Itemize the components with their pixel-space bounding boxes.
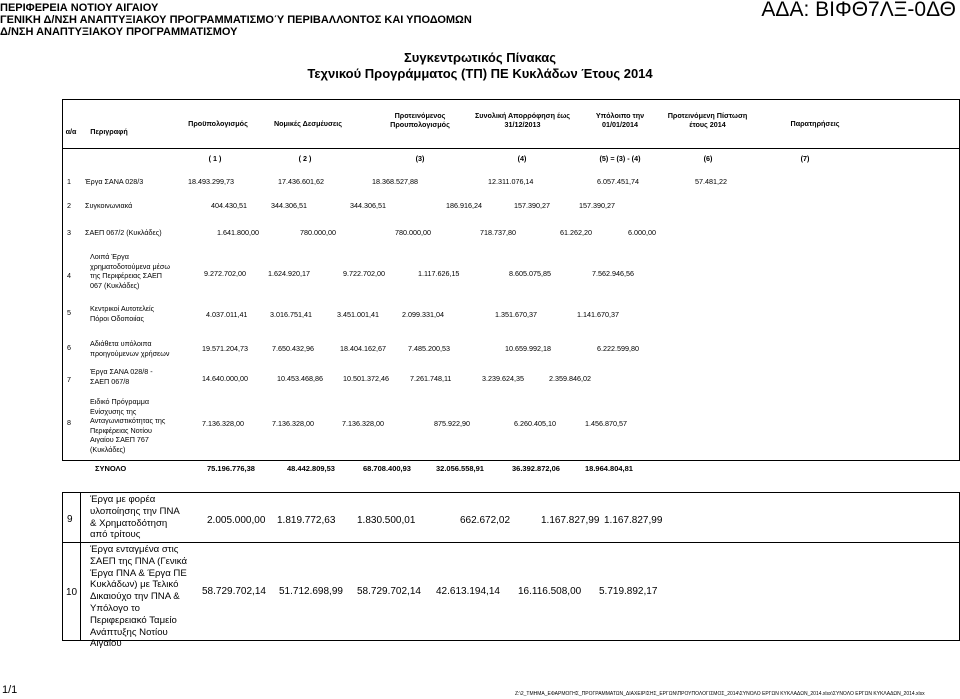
secondary-table-row-divider (62, 492, 960, 543)
row-3-proposed: 780.000,00 (395, 228, 431, 237)
row-4-absorption: 1.117.626,15 (418, 269, 460, 278)
row-9-remaining: 1.167.827,99 (541, 515, 600, 526)
row-10-absorption: 42.613.194,14 (436, 586, 500, 597)
row-3-remaining: 61.262,20 (560, 228, 592, 237)
org-line-1: ΠΕΡΙΦΕΡΕΙΑ ΝΟΤΙΟΥ ΑΙΓΑΙΟΥ (0, 2, 159, 14)
row-5-budget: 4.037.011,41 (206, 310, 248, 319)
org-line-3: Δ/ΝΣΗ ΑΝΑΠΤΥΞΙΑΚΟΥ ΠΡΟΓΡΑΜΜΑΤΙΣΜΟΥ (0, 26, 238, 38)
col-num-4: (4) (517, 154, 527, 163)
row-9-budget: 2.005.000,00 (207, 515, 266, 526)
row-2-remaining: 157.390,27 (514, 201, 550, 210)
col-num-6: (6) (703, 154, 713, 163)
row-10-description: Έργα ενταγμένα στις ΣΑΕΠ της ΠΝΑ (Γενικά Έργα ΠΝΑ & Έργα ΠΕ Κυκλάδων) με Τελικό Δικαιούχο την ΠΝΑ & Υπόλογο το Περιφερειακό Ταμείο Ανάπτυξης Νοτίου Αιγαίου (90, 544, 188, 650)
row-9-commitments: 1.819.772,63 (277, 515, 336, 526)
row-4-budget: 9.272.702,00 (204, 269, 246, 278)
total-absorption: 32.056.558,91 (436, 464, 484, 473)
row-1-budget: 18.493.299,73 (188, 177, 234, 186)
total-proposed: 68.708.400,93 (363, 464, 411, 473)
col-num-2: ( 2 ) (298, 154, 312, 163)
col-header-commitments: Νομικές Δεσμέυσεις (273, 119, 343, 128)
row-7-budget: 14.640.000,00 (202, 374, 248, 383)
row-3-absorption: 718.737,80 (480, 228, 516, 237)
total-label: ΣΥΝΟΛΟ (95, 464, 127, 473)
row-8-description: Ειδικό Πρόγραμμα Ενίσχυσης της Ανταγωνιστικότητας της Περιφέρειας Νοτίου Αιγαίου ΣΑΕΠ 767 (Κυκλάδες) (90, 397, 166, 454)
row-1-description: Έργα ΣΑΝΑ 028/3 (85, 177, 144, 186)
row-7-credit: 2.359.846,02 (549, 374, 591, 383)
row-3-number: 3 (67, 228, 71, 237)
row-4-commitments: 1.624.920,17 (268, 269, 310, 278)
row-7-description: Έργα ΣΑΝΑ 028/8 - ΣΑΕΠ 067/8 (90, 367, 153, 386)
row-7-remaining: 3.239.624,35 (482, 374, 524, 383)
row-1-commitments: 17.436.601,62 (278, 177, 324, 186)
row-6-credit: 6.222.599,80 (597, 344, 639, 353)
col-num-3: (3) (415, 154, 425, 163)
row-7-absorption: 7.261.748,11 (410, 374, 452, 383)
total-budget: 75.196.776,38 (207, 464, 255, 473)
row-8-remaining: 6.260.405,10 (514, 419, 556, 428)
row-4-remaining: 8.605.075,85 (509, 269, 551, 278)
row-2-absorption: 186.916,24 (446, 201, 482, 210)
row-6-budget: 19.571.204,73 (202, 344, 248, 353)
row-4-proposed: 9.722.702,00 (343, 269, 385, 278)
row-8-commitments: 7.136.328,00 (272, 419, 314, 428)
col-header-description: Περιγραφή (90, 127, 128, 136)
row-1-proposed: 18.368.527,88 (372, 177, 418, 186)
ada-code: ΑΔΑ: ΒΙΦΘ7ΛΞ-0ΔΘ (761, 0, 956, 21)
row-5-number: 5 (67, 308, 71, 317)
row-2-commitments: 344.306,51 (271, 201, 307, 210)
row-2-credit: 157.390,27 (579, 201, 615, 210)
row-2-description: Συγκοινωνιακά (85, 201, 133, 210)
row-9-number: 9 (67, 514, 73, 525)
row-10-budget: 58.729.702,14 (202, 586, 266, 597)
row-6-proposed: 18.404.162,67 (340, 344, 386, 353)
col-header-aa: α/α (65, 127, 77, 136)
row-6-description: Αδιάθετα υπόλοιπα προηγούμενων χρήσεων (90, 339, 170, 358)
row-8-proposed: 7.136.328,00 (342, 419, 384, 428)
row-6-remaining: 10.659.992,18 (505, 344, 551, 353)
page-number: 1/1 (2, 684, 18, 696)
col-header-proposed-budget: Προτεινόμενος Προυπολογισμός (390, 111, 450, 129)
row-6-absorption: 7.485.200,53 (408, 344, 450, 353)
row-3-credit: 6.000,00 (628, 228, 656, 237)
row-3-commitments: 780.000,00 (300, 228, 336, 237)
row-5-commitments: 3.016.751,41 (270, 310, 312, 319)
row-6-number: 6 (67, 343, 71, 352)
row-5-remaining: 1.351.670,37 (495, 310, 537, 319)
row-4-credit: 7.562.946,56 (592, 269, 634, 278)
row-9-proposed: 1.830.500,01 (357, 515, 416, 526)
col-num-5: (5) = (3) - (4) (599, 154, 641, 163)
col-num-7: (7) (800, 154, 810, 163)
row-10-remaining: 16.116.508,00 (518, 586, 582, 597)
row-8-credit: 1.456.870,57 (585, 419, 627, 428)
row-10-number: 10 (66, 587, 78, 598)
col-header-remarks: Παρατηρήσεις (790, 119, 840, 128)
row-8-number: 8 (67, 418, 71, 427)
row-1-absorption: 12.311.076,14 (488, 177, 534, 186)
row-9-absorption: 662.672,02 (460, 515, 511, 526)
row-7-number: 7 (67, 375, 71, 384)
row-6-commitments: 7.650.432,96 (272, 344, 314, 353)
row-8-budget: 7.136.328,00 (202, 419, 244, 428)
row-10-commitments: 51.712.698,99 (279, 586, 343, 597)
row-3-description: ΣΑΕΠ 067/2 (Κυκλάδες) (85, 228, 162, 237)
row-7-proposed: 10.501.372,46 (343, 374, 389, 383)
row-5-absorption: 2.099.331,04 (402, 310, 444, 319)
row-9-credit: 1.167.827,99 (604, 515, 663, 526)
row-7-commitments: 10.453.468,86 (277, 374, 323, 383)
row-1-number: 1 (67, 177, 71, 186)
col-header-budget: Προϋπολογισμός (188, 119, 248, 128)
row-2-budget: 404.430,51 (211, 201, 247, 210)
row-2-proposed: 344.306,51 (350, 201, 386, 210)
row-4-number: 4 (67, 271, 71, 280)
row-8-absorption: 875.922,90 (434, 419, 470, 428)
row-5-description: Κεντρικοί Αυτοτελείς Πόροι Οδοποιίας (90, 304, 155, 323)
total-commitments: 48.442.809,53 (287, 464, 335, 473)
row-10-credit: 5.719.892,17 (599, 586, 658, 597)
col-header-remaining: Υπόλοιπο την 01/01/2014 (595, 111, 645, 129)
total-credit: 18.964.804,81 (585, 464, 633, 473)
row-2-number: 2 (67, 201, 71, 210)
col-header-absorption: Συνολική Απορρόφηση έως 31/12/2013 (474, 111, 571, 129)
row-5-proposed: 3.451.001,41 (337, 310, 379, 319)
row-5-credit: 1.141.670,37 (577, 310, 619, 319)
row-1-credit: 57.481,22 (695, 177, 727, 186)
file-path: Z:\2_ΤΜΗΜΑ_ΕΦΑΡΜΟΓΗΣ_ΠΡΟΓΡΑΜΜΑΤΩΝ_ΔΙΑΧΕΙΡΙΣΗΣ_ΕΡΓΩΝ\ΠΡΟΥΠΟΛΟΓΙΣΜΟΣ_2014\ΣΥΝΟΛΟ ΕΡΓΩΝ ΚΥΚΛΑΔΩΝ_2014.xlsx\ΣΥΝΟΛΟ ΕΡΓΩΝ ΚΥΚΛΑΔΩΝ_2014.xlsx (515, 691, 925, 697)
row-4-description: Λοιπά Έργα χρηματοδοτούμενα μέσω της Περιφέρειας ΣΑΕΠ 067 (Κυκλάδες) (90, 252, 170, 290)
row-1-remaining: 6.057.451,74 (597, 177, 639, 186)
doc-title: Συγκεντρωτικός Πίνακας (403, 50, 557, 65)
doc-subtitle: Τεχνικού Προγράμματος (ΤΠ) ΠΕ Κυκλάδων Έτους 2014 (307, 66, 653, 81)
row-3-budget: 1.641.800,00 (217, 228, 259, 237)
total-remaining: 36.392.872,06 (512, 464, 560, 473)
row-10-proposed: 58.729.702,14 (357, 586, 421, 597)
row-9-description: Έργα με φορέα υλοποίησης την ΠΝΑ & Χρηματοδότηση από τρίτους (90, 494, 180, 541)
col-header-proposed-credit: Προτεινόμενη Πίστωση έτους 2014 (667, 111, 748, 129)
org-line-2: ΓΕΝΙΚΗ Δ/ΝΣΗ ΑΝΑΠΤΥΞΙΑΚΟΥ ΠΡΟΓΡΑΜΜΑΤΙΣΜΟΎ ΠΕΡΙΒΑΛΛΟΝΤΟΣ ΚΑΙ ΥΠΟΔΟΜΩΝ (0, 14, 472, 26)
col-num-1: ( 1 ) (208, 154, 222, 163)
